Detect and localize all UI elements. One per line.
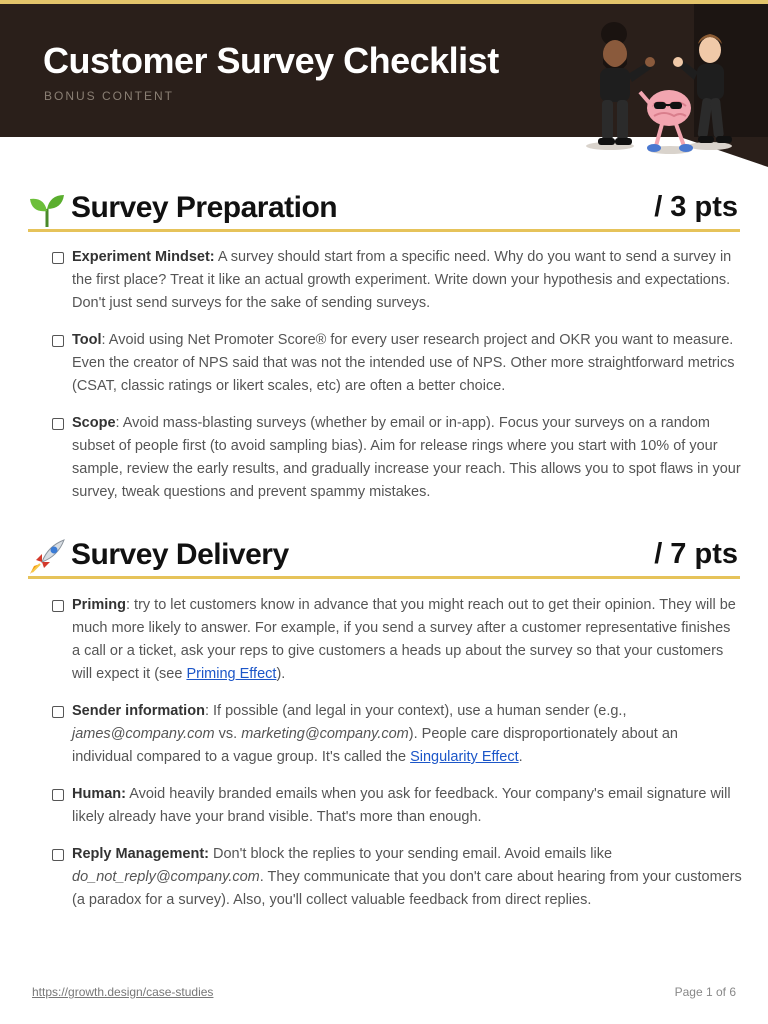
checkbox[interactable] [52, 335, 64, 347]
checkbox[interactable] [52, 849, 64, 861]
section-title: Survey Preparation [71, 191, 338, 224]
item-text: Experiment Mindset: A survey should start from a specific need. Why do you want to send a survey in the first place? Treat it like an actual growth experiment. Write down your hypothesis and expectations. Don't just send surveys for the sake of sending surveys. [72, 249, 732, 311]
checkbox[interactable] [52, 252, 64, 264]
page-number: Page 1 of 6 [674, 985, 736, 999]
item-text: Scope: Avoid mass-blasting surveys (whether by email or in-app). Focus your surveys on a random subset of people first (to avoid sampling bias). Aim for release rings where you start with 10% of your sample, review the early results, and gradually increase your reach. This allows you to spot flaws in your survey, tweak questions and prevent spammy mistakes. [72, 415, 741, 500]
item-text: Priming: try to let customers know in advance that you might reach out to get their opinion. They will be much more likely to answer. For example, if you send a survey after a customer representative finishes a call or a ticket, ask your reps to give customers a heads up about the survey so that your customers will expect it (see Priming Effect). [72, 597, 736, 682]
item-text: Human: Avoid heavily branded emails when you ask for feedback. Your company's email signature will likely already have your brand visible. That's more than enough. [72, 786, 731, 825]
footer-link[interactable]: https://growth.design/case-studies [32, 985, 214, 999]
page-title: Customer Survey Checklist [43, 40, 499, 81]
item-text: Tool: Avoid using Net Promoter Score® for every user research project and OKR you want to measure. Even the creator of NPS said that was not the intended use of NPS. Other more straightforward metrics (CSAT, classic ratings or likert scales, etc) are often a better choice. [72, 332, 735, 394]
section-survey-preparation [28, 189, 740, 232]
checkbox[interactable] [52, 600, 64, 612]
priming-effect-link[interactable]: Priming Effect [186, 666, 277, 682]
checkbox[interactable] [52, 418, 64, 430]
item-text: Sender information: If possible (and legal in your context), use a human sender (e.g., james@company.com vs. marketing@company.com). People care disproportionately about an individual compared to a vague group. It's called the Singularity Effect. [72, 703, 678, 765]
checkbox[interactable] [52, 789, 64, 801]
page-subtitle: BONUS CONTENT [44, 89, 175, 103]
section-points: / 3 pts [654, 191, 738, 223]
section-survey-delivery [28, 536, 740, 579]
item-text: Reply Management: Don't block the replies to your sending email. Avoid emails like do_not_reply@company.com. They communicate that you don't care about hearing from your customers (a paradox for a survey). Also, you'll collect valuable feedback from direct replies. [72, 846, 742, 908]
section-title: Survey Delivery [71, 538, 289, 571]
rocket-icon [28, 538, 66, 576]
characters-with-brain-illustration [570, 22, 740, 162]
singularity-effect-link[interactable]: Singularity Effect [410, 749, 519, 765]
checkbox[interactable] [52, 706, 64, 718]
seedling-icon [28, 191, 66, 229]
section-points: / 7 pts [654, 538, 738, 570]
